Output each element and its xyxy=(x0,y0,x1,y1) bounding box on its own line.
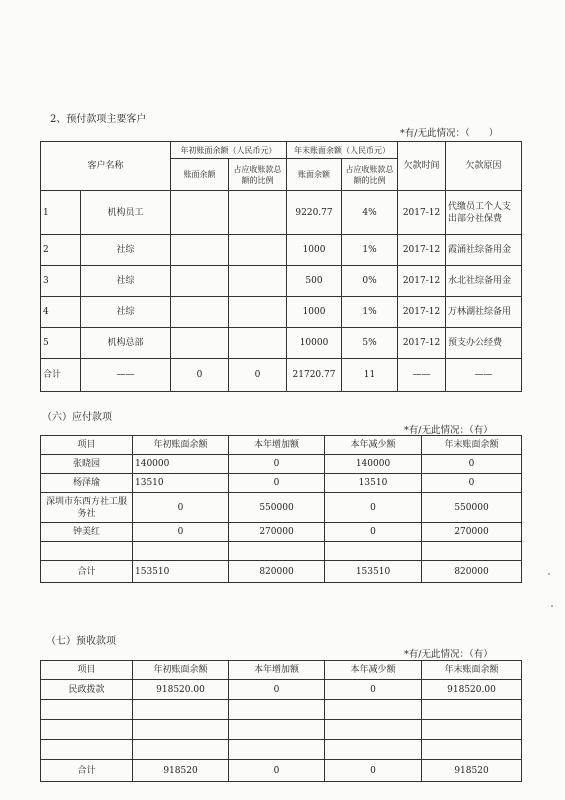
header-debt-reason: 欠款原因 xyxy=(446,142,522,191)
header-begin-book-balance: 账面余额 xyxy=(171,159,229,191)
header-end-balance: 年末账面余额（人民币元） xyxy=(287,142,398,159)
section-title-advance-receipts: （七）预收款项 xyxy=(46,636,116,647)
end-balance xyxy=(422,700,522,720)
decrease xyxy=(325,542,422,561)
decrease: 0 xyxy=(325,493,422,523)
header-decrease: 本年减少额 xyxy=(325,661,422,680)
increase xyxy=(229,700,325,720)
increase: 0 xyxy=(229,680,325,700)
item-name: 深圳市东西方社工服务社 xyxy=(41,493,133,523)
increase xyxy=(229,740,325,760)
begin-ratio xyxy=(229,297,287,328)
begin-balance xyxy=(133,740,229,760)
increase xyxy=(229,720,325,740)
begin-book-balance xyxy=(171,191,229,235)
end-balance xyxy=(422,720,522,740)
begin-ratio xyxy=(229,235,287,266)
begin-balance: 0 xyxy=(133,493,229,523)
header-end-balance: 年末账面余额 xyxy=(422,436,522,455)
table-row xyxy=(41,700,522,720)
decrease: 0 xyxy=(325,523,422,542)
decrease: 0 xyxy=(325,680,422,700)
total-begin-ratio: 0 xyxy=(229,359,287,392)
end-balance: 0 xyxy=(422,455,522,474)
item-name: 张晓园 xyxy=(41,455,133,474)
table-row xyxy=(41,493,522,523)
status-note-payables: *有/无此情况：（有） xyxy=(404,425,493,436)
row-number: 1 xyxy=(41,191,81,235)
row-number: 3 xyxy=(41,266,81,297)
table-row xyxy=(41,720,522,740)
item-name xyxy=(41,740,133,760)
debt-reason: 预支办公经费 xyxy=(446,328,522,359)
total-end-book-balance: 21720.77 xyxy=(287,359,342,392)
total-decrease: 0 xyxy=(325,760,422,782)
end-balance: 550000 xyxy=(422,493,522,523)
advance-receipts-table xyxy=(40,660,522,782)
customer-name: 社综 xyxy=(81,266,171,297)
header-begin-balance: 年初账面余额 xyxy=(133,661,229,680)
begin-balance: 140000 xyxy=(133,455,229,474)
total-end-balance: 918520 xyxy=(422,760,522,782)
increase xyxy=(229,542,325,561)
table-row xyxy=(41,235,522,266)
item-name xyxy=(41,542,133,561)
item-name: 钟美红 xyxy=(41,523,133,542)
table-row xyxy=(41,542,522,561)
total-decrease: 153510 xyxy=(325,561,422,583)
decrease: 13510 xyxy=(325,474,422,493)
decrease xyxy=(325,720,422,740)
section-title-payables: （六）应付款项 xyxy=(42,412,112,423)
debt-reason: 霞涌社综备用金 xyxy=(446,235,522,266)
customer-name: 社综 xyxy=(81,297,171,328)
table-row xyxy=(41,740,522,760)
customer-name: 社综 xyxy=(81,235,171,266)
customer-name: 机构总部 xyxy=(81,328,171,359)
header-decrease: 本年减少额 xyxy=(325,436,422,455)
end-ratio: 1% xyxy=(342,297,398,328)
payables-table xyxy=(40,435,522,583)
begin-balance xyxy=(133,700,229,720)
header-begin-balance: 年初账面余额（人民币元） xyxy=(171,142,287,159)
total-debt-time: —— xyxy=(398,359,446,392)
table-row xyxy=(41,523,522,542)
table-row xyxy=(41,266,522,297)
item-name xyxy=(41,700,133,720)
table-total-row xyxy=(41,760,522,782)
total-end-ratio: 11 xyxy=(342,359,398,392)
end-book-balance: 1000 xyxy=(287,297,342,328)
begin-ratio xyxy=(229,266,287,297)
row-number: 5 xyxy=(41,328,81,359)
debt-time: 2017-12 xyxy=(398,235,446,266)
header-item: 项目 xyxy=(41,661,133,680)
total-debt-reason: —— xyxy=(446,359,522,392)
debt-reason: 万林湖社综备用 xyxy=(446,297,522,328)
header-end-book-balance: 账面余额 xyxy=(287,159,342,191)
end-balance: 0 xyxy=(422,474,522,493)
end-balance xyxy=(422,542,522,561)
begin-book-balance xyxy=(171,235,229,266)
table-total-row xyxy=(41,561,522,583)
end-book-balance: 10000 xyxy=(287,328,342,359)
table-total-row xyxy=(41,359,522,392)
increase: 0 xyxy=(229,474,325,493)
decrease xyxy=(325,740,422,760)
increase: 0 xyxy=(229,455,325,474)
header-end-ratio: 占应收账款总额的比例 xyxy=(342,159,398,191)
begin-balance: 918520.00 xyxy=(133,680,229,700)
total-end-balance: 820000 xyxy=(422,561,522,583)
status-note-prepayments: *有/无此情况：（ ） xyxy=(400,128,499,139)
end-book-balance: 500 xyxy=(287,266,342,297)
header-item: 项目 xyxy=(41,436,133,455)
item-name: 民政拨款 xyxy=(41,680,133,700)
table-row xyxy=(41,297,522,328)
begin-ratio xyxy=(229,191,287,235)
decrease: 140000 xyxy=(325,455,422,474)
debt-time: 2017-12 xyxy=(398,191,446,235)
begin-book-balance xyxy=(171,266,229,297)
row-number: 2 xyxy=(41,235,81,266)
debt-time: 2017-12 xyxy=(398,266,446,297)
end-ratio: 5% xyxy=(342,328,398,359)
end-ratio: 0% xyxy=(342,266,398,297)
total-increase: 0 xyxy=(229,760,325,782)
header-begin-balance: 年初账面余额 xyxy=(133,436,229,455)
end-book-balance: 9220.77 xyxy=(287,191,342,235)
row-number: 4 xyxy=(41,297,81,328)
begin-balance xyxy=(133,720,229,740)
header-increase: 本年增加额 xyxy=(229,661,325,680)
total-name: —— xyxy=(81,359,171,392)
prepayments-table xyxy=(40,141,522,392)
end-ratio: 1% xyxy=(342,235,398,266)
debt-reason: 水北社综备用金 xyxy=(446,266,522,297)
header-end-balance: 年末账面余额 xyxy=(422,661,522,680)
total-begin-book-balance: 0 xyxy=(171,359,229,392)
end-balance: 918520.00 xyxy=(422,680,522,700)
section-title-prepayments: 2、预付款项主要客户 xyxy=(50,114,147,125)
total-begin-balance: 918520 xyxy=(133,760,229,782)
header-customer-name: 客户名称 xyxy=(41,142,171,191)
debt-time: 2017-12 xyxy=(398,328,446,359)
scan-speck xyxy=(548,573,550,575)
status-note-advance-receipts: *有/无此情况：（有） xyxy=(404,649,493,660)
header-begin-ratio: 占应收账款总额的比例 xyxy=(229,159,287,191)
begin-book-balance xyxy=(171,328,229,359)
end-balance: 270000 xyxy=(422,523,522,542)
begin-balance xyxy=(133,542,229,561)
increase: 270000 xyxy=(229,523,325,542)
total-begin-balance: 153510 xyxy=(133,561,229,583)
customer-name: 机构员工 xyxy=(81,191,171,235)
table-row xyxy=(41,455,522,474)
scan-speck xyxy=(551,605,553,607)
debt-time: 2017-12 xyxy=(398,297,446,328)
table-row xyxy=(41,680,522,700)
increase: 550000 xyxy=(229,493,325,523)
begin-balance: 13510 xyxy=(133,474,229,493)
total-label: 合计 xyxy=(41,760,133,782)
item-name xyxy=(41,720,133,740)
table-row xyxy=(41,474,522,493)
end-balance xyxy=(422,740,522,760)
begin-book-balance xyxy=(171,297,229,328)
begin-ratio xyxy=(229,328,287,359)
total-label: 合计 xyxy=(41,359,81,392)
decrease xyxy=(325,700,422,720)
end-ratio: 4% xyxy=(342,191,398,235)
begin-balance: 0 xyxy=(133,523,229,542)
table-row xyxy=(41,191,522,235)
item-name: 杨泽瑜 xyxy=(41,474,133,493)
header-increase: 本年增加额 xyxy=(229,436,325,455)
table-row xyxy=(41,328,522,359)
total-label: 合计 xyxy=(41,561,133,583)
end-book-balance: 1000 xyxy=(287,235,342,266)
header-debt-time: 欠款时间 xyxy=(398,142,446,191)
total-increase: 820000 xyxy=(229,561,325,583)
debt-reason: 代缴员工个人支出部分社保费 xyxy=(446,191,522,235)
